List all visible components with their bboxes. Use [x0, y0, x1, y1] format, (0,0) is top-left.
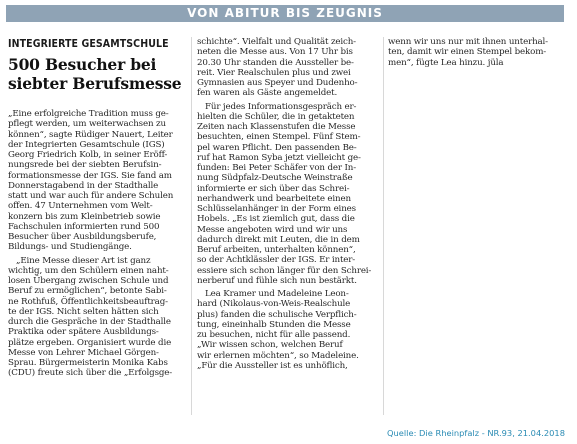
text-line: essiere sich schon länger für den Schrei- — [197, 265, 372, 276]
article-kicker: INTEGRIERTE GESAMTSCHULE — [8, 38, 169, 50]
text-line: Fachschulen informierten rund 500 — [8, 221, 160, 232]
text-line: Zeiten nach Klassenstufen die Messe — [197, 122, 356, 132]
text-line: „Eine erfolgreiche Tradition muss ge- — [8, 109, 169, 119]
text-line: informierte er sich über das Schrei- — [197, 183, 350, 194]
article-column-3 — [388, 37, 568, 68]
text-line: te der IGS. Nicht selten hätten sich — [8, 306, 159, 317]
text-line: Besucher über Ausbildungsberufe, — [8, 232, 157, 242]
text-line: Hobels. „Es ist ziemlich gut, dass die — [197, 214, 355, 225]
column-divider — [383, 37, 384, 415]
headline-line: siebter Berufsmesse — [8, 74, 182, 93]
text-line: Sprau. Bürgermeisterin Monika Kabs — [8, 358, 168, 368]
text-line: fen waren als Gäste angemeldet. — [197, 88, 338, 99]
text-line: losen Übergang zwischen Schule und — [8, 276, 169, 286]
text-line: plus) fanden die schulische Verpflich- — [197, 309, 357, 320]
text-line: Georg Friedrich Kolb, in seiner Eröff- — [8, 150, 168, 160]
text-line: Messe angeboten wird und wir uns — [197, 224, 348, 235]
text-line: plätze ergeben. Organisiert wurde die — [8, 337, 172, 348]
text-line: offen. 47 Unternehmen vom Welt- — [8, 201, 153, 212]
text-line: 20.30 Uhr standen die Aussteller be- — [197, 57, 354, 68]
text-line: Lea Kramer und Madeleine Leon- — [205, 289, 349, 299]
text-line: men“, fügte Lea hinzu. jüla — [388, 57, 504, 68]
text-line: wenn wir uns nur mit ihnen unterhal- — [388, 37, 548, 47]
text-line: ruf hat Ramon Syba jetzt vielleicht ge- — [197, 152, 361, 163]
text-line: konzern bis zum Kleinbetrieb sowie — [8, 211, 161, 222]
article-headline — [8, 55, 188, 93]
section-banner: VON ABITUR BIS ZEUGNIS — [6, 5, 564, 22]
text-line: nungsrede bei der siebten Berufsin- — [8, 160, 162, 171]
text-line: formationsmesse der IGS. Sie fand am — [8, 170, 172, 181]
text-line: ten, damit wir einen Stempel bekom- — [388, 47, 547, 58]
text-line: nerberuf und fühle sich nun bestärkt. — [197, 275, 357, 286]
text-line: durch die Gespräche in der Stadthalle — [8, 317, 171, 327]
text-line: der Integrierten Gesamtschule (IGS) — [8, 139, 165, 150]
source-credit: Quelle: Die Rheinpfalz - NR.93, 21.04.2018 — [386, 428, 565, 438]
article-column-1 — [8, 109, 188, 379]
text-line: Bildungs- und Studiengänge. — [8, 242, 132, 253]
text-line: Praktika oder spätere Ausbildungs- — [8, 327, 159, 338]
text-line: Donnerstagabend in der Stadthalle — [8, 180, 159, 191]
text-line: nerhandwerk und bearbeitete einen — [197, 193, 351, 204]
text-line: Für jedes Informationsgespräch er- — [205, 101, 357, 112]
text-line: (CDU) freute sich über die „Erfolgsge- — [8, 368, 173, 379]
text-line: tung, eineinhalb Stunden die Messe — [197, 319, 351, 330]
text-line: nung Südpfalz-Deutsche Weinstraße — [197, 173, 353, 184]
text-line: hard (Nikolaus-von-Weis-Realschule — [197, 299, 351, 310]
text-line: „Eine Messe dieser Art ist ganz — [16, 255, 151, 266]
text-line: wir erlernen möchten“, so Madeleine. — [197, 350, 359, 361]
text-line: „Für die Aussteller ist es unhöflich, — [197, 360, 348, 371]
text-line: Gymnasien aus Speyer und Dudenho- — [197, 78, 358, 88]
headline-line: 500 Besucher bei — [8, 55, 157, 74]
text-line: Beruf arbeiten, unterhalten können“, — [197, 245, 356, 255]
text-line: Schlüsselanhänger in der Form eines — [197, 204, 356, 214]
text-line: statt und war auch für andere Schulen — [8, 191, 174, 201]
column-divider — [191, 37, 192, 415]
text-line: „Wir wissen schon, welchen Beruf — [197, 340, 343, 351]
text-line: ne Rothfuß, Öffentlichkeitsbeauftrag- — [8, 296, 168, 307]
text-line: besuchten, einen Stempel. Fünf Stem- — [197, 132, 361, 143]
text-line: zu besuchen, nicht für alle passend. — [197, 330, 351, 340]
text-line: wichtig, um den Schülern einen naht- — [8, 265, 169, 276]
text-line: funden: Bei Peter Schäfer von der In- — [197, 163, 356, 173]
text-line: so der Achtklässler der IGS. Er inter- — [197, 255, 356, 266]
text-line: pel waren Pflicht. Den passenden Be- — [197, 142, 357, 153]
text-line: Messe von Lehrer Michael Görgen- — [8, 347, 159, 358]
article-column-2 — [197, 37, 379, 371]
text-line: Beruf zu ermöglichen“, betonte Sabi- — [8, 286, 167, 297]
text-line: hielten die Schüler, die in getakteten — [197, 111, 355, 122]
text-line: neten die Messe aus. Von 17 Uhr bis — [197, 47, 353, 58]
text-line: pflegt werden, um weiterwachsen zu — [8, 119, 166, 130]
text-line: können“, sagte Rüdiger Nauert, Leiter — [8, 129, 173, 140]
text-line: dadurch direkt mit Leuten, die in dem — [197, 234, 360, 245]
text-line: schichte“. Vielfalt und Qualität zeich- — [197, 37, 356, 47]
text-line: reit. Vier Realschulen plus und zwei — [197, 67, 351, 78]
